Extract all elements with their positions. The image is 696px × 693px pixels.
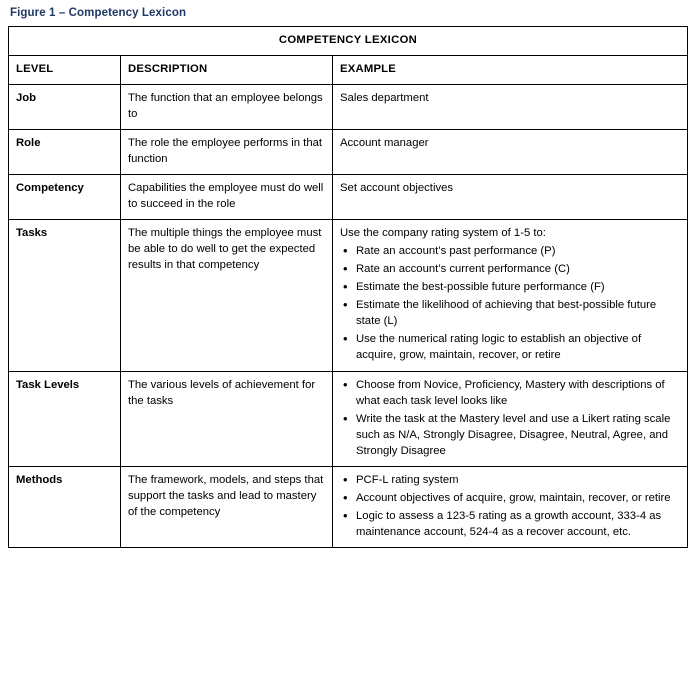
figure-caption: Figure 1 – Competency Lexicon: [10, 7, 187, 19]
row-example: [333, 220, 688, 371]
example-text: Set account objectives: [340, 182, 454, 195]
list-item: • Estimate the best-possible future performance (F): [355, 279, 680, 295]
row-example: [333, 175, 688, 220]
example-bullet-list: [340, 472, 680, 540]
row-example: [333, 85, 688, 130]
list-item: • Use the numerical rating logic to establish an objective of acquire, grow, maintain, recover, or retire: [355, 331, 680, 363]
example-text: Use the company rating system of 1-5 to:: [340, 227, 546, 240]
row-level: Tasks: [9, 220, 121, 371]
row-description: The function that an employee belongs to: [121, 85, 333, 130]
column-header-description: DESCRIPTION: [121, 56, 333, 85]
table-row: [9, 466, 688, 547]
list-item: • Rate an account’s past performance (P): [355, 243, 680, 259]
list-item: • PCF-L rating system: [355, 472, 680, 488]
list-item: • Rate an account’s current performance (C): [355, 261, 680, 277]
row-example: [333, 466, 688, 547]
row-description: The role the employee performs in that function: [121, 130, 333, 175]
row-description: The various levels of achievement for the tasks: [121, 371, 333, 466]
row-level: Competency: [9, 175, 121, 220]
list-item: • Logic to assess a 123-5 rating as a growth account, 333-4 as maintenance account, 524-4 as a recover account, etc.: [355, 508, 680, 540]
column-header-level: LEVEL: [9, 56, 121, 85]
example-bullet-list: [340, 377, 680, 459]
table-row: [9, 220, 688, 371]
row-level: Methods: [9, 466, 121, 547]
row-level: Task Levels: [9, 371, 121, 466]
example-text: Account manager: [340, 137, 429, 150]
row-level: Role: [9, 130, 121, 175]
row-example: [333, 371, 688, 466]
table-row: [9, 371, 688, 466]
table-row: [9, 175, 688, 220]
row-example: [333, 130, 688, 175]
row-description: The framework, models, and steps that support the tasks and lead to mastery of the competency: [121, 466, 333, 547]
table-row: [9, 85, 688, 130]
row-description: The multiple things the employee must be able to do well to get the expected results in that competency: [121, 220, 333, 371]
table-header-row: [9, 56, 688, 85]
competency-lexicon-table: [8, 26, 688, 548]
column-header-example: EXAMPLE: [333, 56, 688, 85]
table-title-row: [9, 27, 688, 56]
list-item: • Choose from Novice, Proficiency, Mastery with descriptions of what each task level looks like: [355, 377, 680, 409]
row-level: Job: [9, 85, 121, 130]
list-item: • Account objectives of acquire, grow, maintain, recover, or retire: [355, 490, 680, 506]
list-item: • Write the task at the Mastery level and use a Likert rating scale such as N/A, Strongly Disagree, Disagree, Neutral, Agree, and Strongly Disagree: [355, 411, 680, 459]
row-description: Capabilities the employee must do well to succeed in the role: [121, 175, 333, 220]
example-text: Sales department: [340, 92, 429, 105]
list-item: • Estimate the likelihood of achieving that best-possible future state (L): [355, 297, 680, 329]
example-bullet-list: [340, 243, 680, 363]
table-row: [9, 130, 688, 175]
table-title: COMPETENCY LEXICON: [9, 27, 688, 56]
